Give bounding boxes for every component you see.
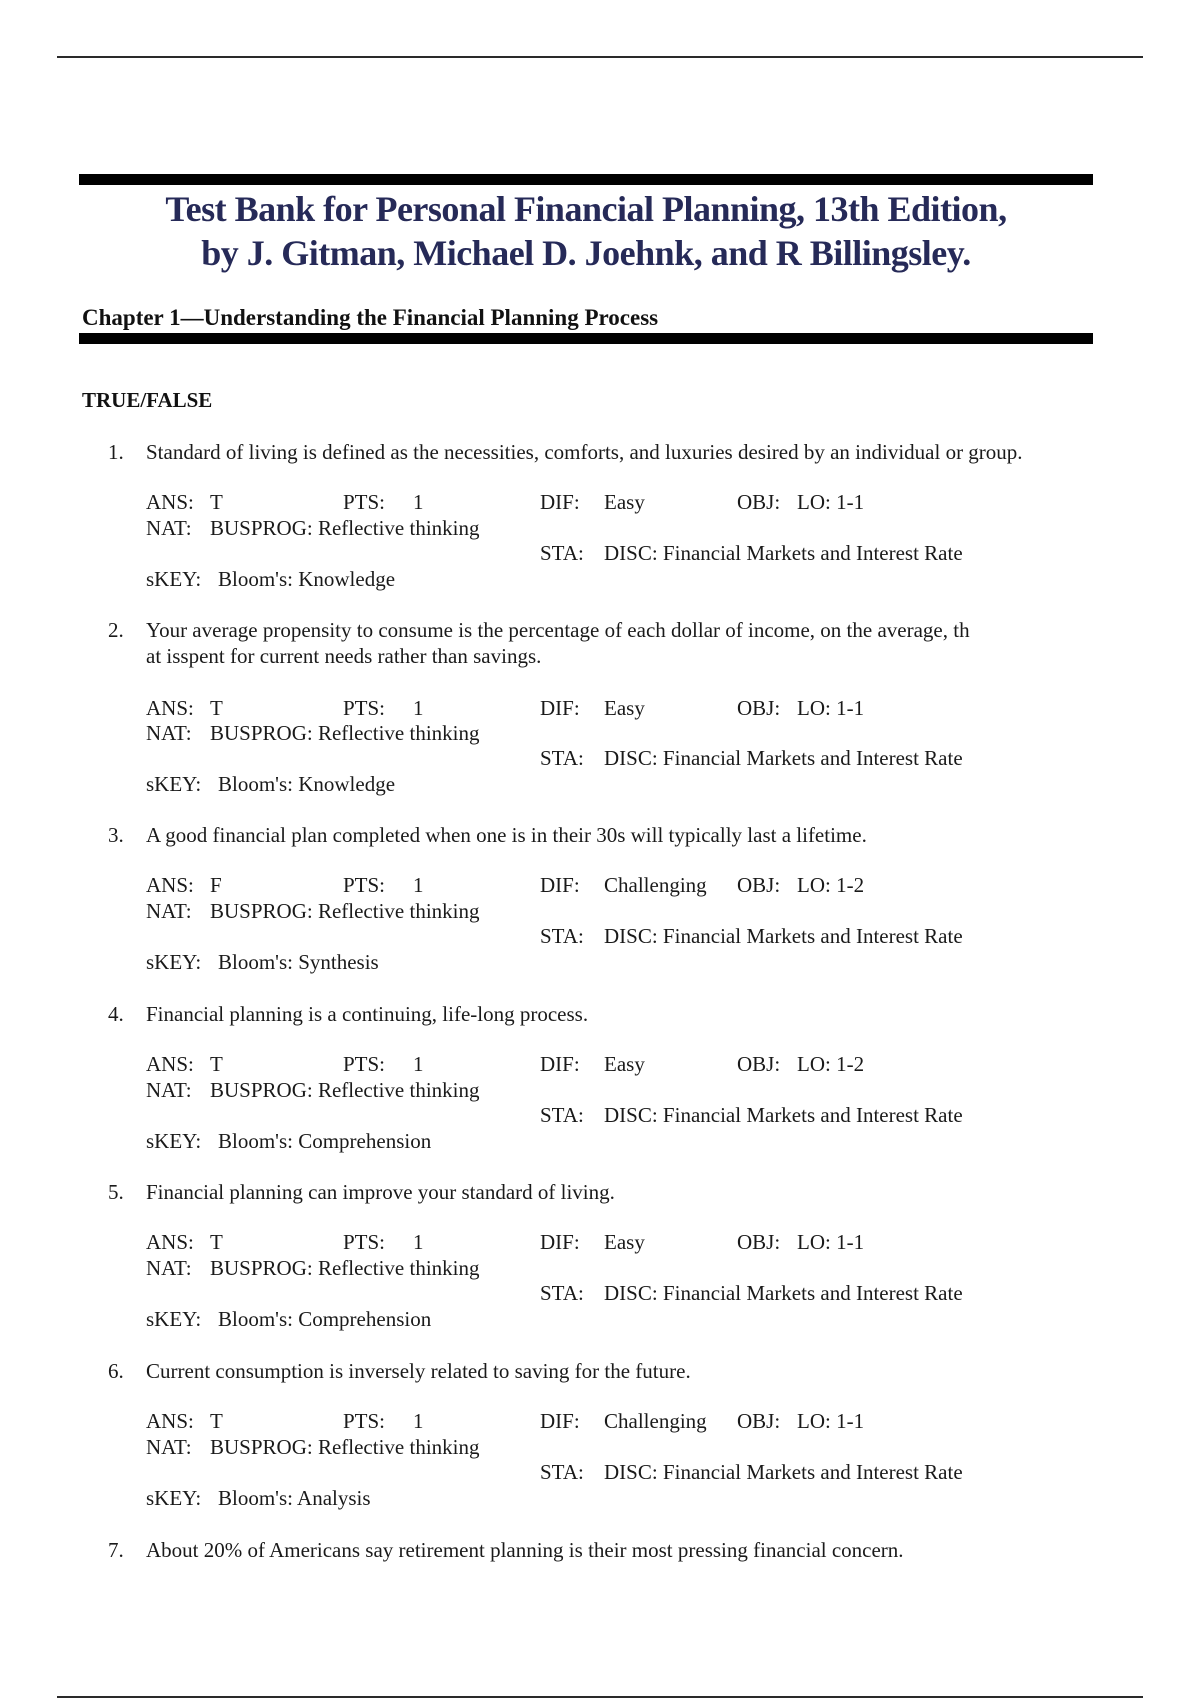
difficulty-value: Easy	[604, 1230, 645, 1254]
nat-field: NAT: BUSPROG: Reflective thinking	[146, 1256, 480, 1280]
nat-value: BUSPROG: Reflective thinking	[210, 899, 480, 923]
sta-value: DISC: Financial Markets and Interest Rate	[604, 924, 963, 948]
question-number: 1.	[108, 440, 124, 464]
nat-field: NAT: BUSPROG: Reflective thinking	[146, 1435, 480, 1459]
sta-value: DISC: Financial Markets and Interest Rate	[604, 1460, 963, 1484]
points-value: 1	[413, 1052, 424, 1076]
points-field: PTS: 1	[343, 490, 424, 514]
sta-field: STA: DISC: Financial Markets and Interest Rate	[540, 1103, 963, 1127]
objective-field: OBJ: LO: 1-1	[737, 490, 865, 514]
answer-field: ANS: T	[146, 696, 223, 720]
objective-field: OBJ: LO: 1-1	[737, 1230, 865, 1254]
question-text	[146, 617, 1096, 669]
key-value: Bloom's: Analysis	[218, 1486, 371, 1510]
difficulty-value: Easy	[604, 1052, 645, 1076]
points-value: 1	[413, 696, 424, 720]
answer-value: F	[210, 873, 222, 897]
question-text-line-2: at isspent for current needs rather than savings.	[146, 644, 542, 668]
nat-value: BUSPROG: Reflective thinking	[210, 1078, 480, 1102]
difficulty-value: Easy	[604, 696, 645, 720]
question-text: Standard of living is defined as the necessities, comforts, and luxuries desired by an individual or group.	[146, 440, 1023, 464]
objective-value: LO: 1-1	[797, 1409, 865, 1433]
question-number: 7.	[108, 1538, 124, 1562]
difficulty-value: Challenging	[604, 1409, 707, 1433]
key-field: sKEY: Bloom's: Comprehension	[146, 1307, 432, 1331]
points-field: PTS: 1	[343, 873, 424, 897]
objective-value: LO: 1-1	[797, 490, 865, 514]
sta-field: STA: DISC: Financial Markets and Interest Rate	[540, 924, 963, 948]
answer-field: ANS: T	[146, 1409, 223, 1433]
answer-field: ANS: F	[146, 873, 222, 897]
answer-field: ANS: T	[146, 1230, 223, 1254]
document-title	[79, 187, 1093, 275]
answer-value: T	[210, 1409, 223, 1433]
key-value: Bloom's: Knowledge	[218, 772, 396, 796]
points-value: 1	[413, 1230, 424, 1254]
top-rule	[57, 56, 1143, 58]
difficulty-field: DIF: Easy	[540, 696, 645, 720]
nat-value: BUSPROG: Reflective thinking	[210, 516, 480, 540]
sta-field: STA: DISC: Financial Markets and Interest Rate	[540, 1281, 963, 1305]
answer-value: T	[210, 1230, 223, 1254]
objective-field: OBJ: LO: 1-2	[737, 873, 865, 897]
bottom-rule	[57, 1696, 1143, 1698]
question-text: A good financial plan completed when one is in their 30s will typically last a lifetime.	[146, 823, 867, 847]
nat-field: NAT: BUSPROG: Reflective thinking	[146, 899, 480, 923]
key-field: sKEY: Bloom's: Analysis	[146, 1486, 371, 1510]
answer-field: ANS: T	[146, 490, 223, 514]
title-top-rule	[79, 174, 1093, 185]
points-field: PTS: 1	[343, 696, 424, 720]
nat-field: NAT: BUSPROG: Reflective thinking	[146, 721, 480, 745]
title-line-2: by J. Gitman, Michael D. Joehnk, and R Billingsley.	[201, 233, 971, 273]
question-number: 5.	[108, 1180, 124, 1204]
key-field: sKEY: Bloom's: Knowledge	[146, 567, 396, 591]
objective-field: OBJ: LO: 1-1	[737, 696, 865, 720]
sta-field: STA: DISC: Financial Markets and Interest Rate	[540, 541, 963, 565]
difficulty-field: DIF: Easy	[540, 1052, 645, 1076]
objective-value: LO: 1-1	[797, 696, 865, 720]
points-field: PTS: 1	[343, 1230, 424, 1254]
objective-field: OBJ: LO: 1-1	[737, 1409, 865, 1433]
nat-field: NAT: BUSPROG: Reflective thinking	[146, 516, 480, 540]
question-number: 3.	[108, 823, 124, 847]
objective-value: LO: 1-2	[797, 873, 865, 897]
objective-value: LO: 1-1	[797, 1230, 865, 1254]
key-value: Bloom's: Comprehension	[218, 1307, 432, 1331]
key-field: sKEY: Bloom's: Knowledge	[146, 772, 396, 796]
question-number: 4.	[108, 1002, 124, 1026]
points-value: 1	[413, 490, 424, 514]
points-value: 1	[413, 873, 424, 897]
difficulty-field: DIF: Challenging	[540, 1409, 707, 1433]
difficulty-field: DIF: Easy	[540, 490, 645, 514]
question-text: Current consumption is inversely related to saving for the future.	[146, 1359, 691, 1383]
sta-value: DISC: Financial Markets and Interest Rate	[604, 746, 963, 770]
objective-value: LO: 1-2	[797, 1052, 865, 1076]
difficulty-value: Easy	[604, 490, 645, 514]
sta-field: STA: DISC: Financial Markets and Interest Rate	[540, 1460, 963, 1484]
question-number: 6.	[108, 1359, 124, 1383]
question-text: Financial planning can improve your standard of living.	[146, 1180, 615, 1204]
key-value: Bloom's: Knowledge	[218, 567, 396, 591]
chapter-heading: Chapter 1—Understanding the Financial Planning Process	[82, 305, 659, 330]
nat-value: BUSPROG: Reflective thinking	[210, 1435, 480, 1459]
question-text: About 20% of Americans say retirement planning is their most pressing financial concern.	[146, 1538, 904, 1562]
key-field: sKEY: Bloom's: Synthesis	[146, 950, 379, 974]
sta-value: DISC: Financial Markets and Interest Rate	[604, 1103, 963, 1127]
key-field: sKEY: Bloom's: Comprehension	[146, 1129, 432, 1153]
question-text: Financial planning is a continuing, life-long process.	[146, 1002, 589, 1026]
points-value: 1	[413, 1409, 424, 1433]
section-heading: TRUE/FALSE	[82, 388, 213, 412]
points-field: PTS: 1	[343, 1052, 424, 1076]
nat-value: BUSPROG: Reflective thinking	[210, 1256, 480, 1280]
question-text-line-1: Your average propensity to consume is the percentage of each dollar of income, on the average, th	[146, 618, 970, 642]
answer-value: T	[210, 490, 223, 514]
answer-value: T	[210, 1052, 223, 1076]
key-value: Bloom's: Comprehension	[218, 1129, 432, 1153]
answer-field: ANS: T	[146, 1052, 223, 1076]
title-bottom-rule	[79, 333, 1093, 344]
nat-value: BUSPROG: Reflective thinking	[210, 721, 480, 745]
title-line-1: Test Bank for Personal Financial Planning, 13th Edition,	[165, 189, 1007, 229]
question-number: 2.	[108, 618, 124, 642]
points-field: PTS: 1	[343, 1409, 424, 1433]
sta-field: STA: DISC: Financial Markets and Interest Rate	[540, 746, 963, 770]
objective-field: OBJ: LO: 1-2	[737, 1052, 865, 1076]
difficulty-value: Challenging	[604, 873, 707, 897]
key-value: Bloom's: Synthesis	[218, 950, 379, 974]
difficulty-field: DIF: Easy	[540, 1230, 645, 1254]
answer-value: T	[210, 696, 223, 720]
sta-value: DISC: Financial Markets and Interest Rate	[604, 1281, 963, 1305]
sta-value: DISC: Financial Markets and Interest Rate	[604, 541, 963, 565]
nat-field: NAT: BUSPROG: Reflective thinking	[146, 1078, 480, 1102]
difficulty-field: DIF: Challenging	[540, 873, 707, 897]
